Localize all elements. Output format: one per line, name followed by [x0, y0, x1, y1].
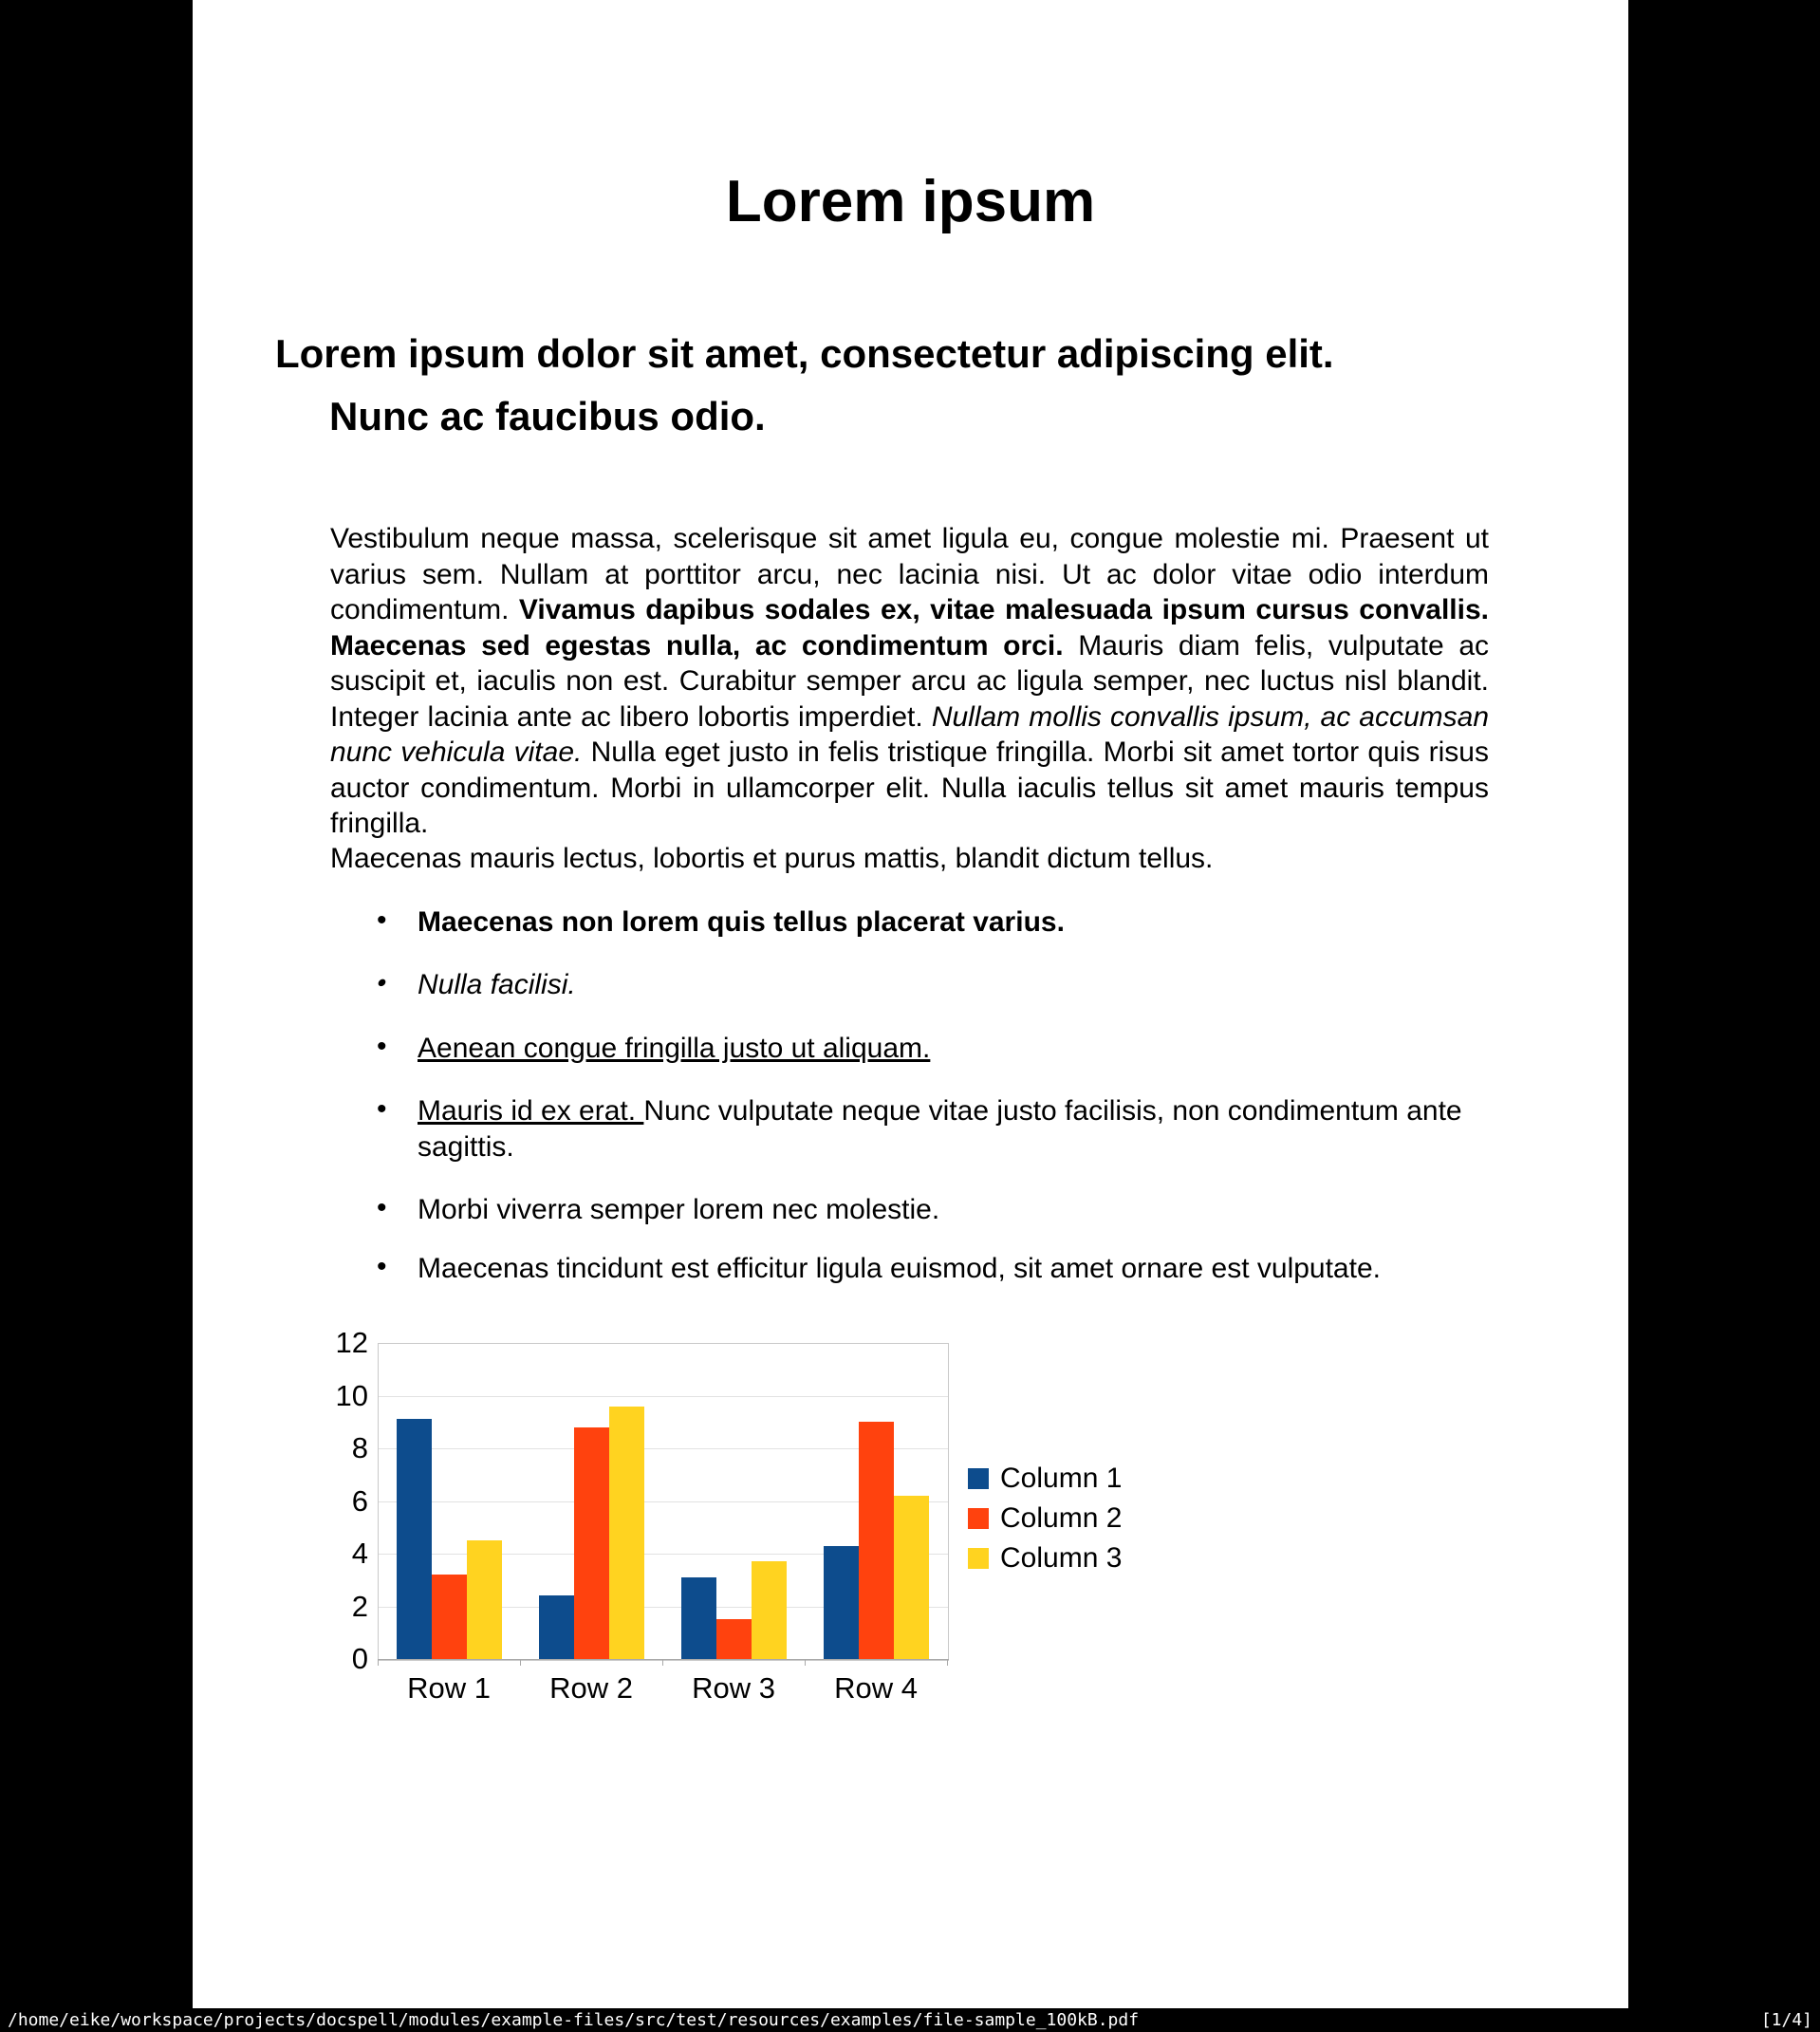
statusbar-file-path: /home/eike/workspace/projects/docspell/modules/example-files/src/test/resources/examples/file-sample_100kB.pdf — [8, 2010, 1140, 2030]
list-item — [377, 904, 1492, 941]
document-heading-line2: Nunc ac faucibus odio. — [329, 394, 766, 438]
y-axis-tick-label: 10 — [335, 1378, 368, 1412]
chart-bar — [574, 1427, 609, 1659]
chart-bar — [467, 1540, 502, 1659]
chart-bar — [432, 1575, 467, 1659]
list-item-text: Aenean congue fringilla justo ut aliquam. — [418, 1033, 931, 1064]
legend-swatch — [968, 1468, 989, 1489]
list-item-text-underlined: Mauris id ex erat. — [418, 1095, 644, 1127]
x-axis-tick — [662, 1660, 663, 1666]
y-axis-tick-label: 2 — [351, 1589, 368, 1623]
chart-gridline — [379, 1396, 948, 1397]
chart-bar — [716, 1619, 752, 1659]
bullet-marker: • — [377, 904, 387, 936]
chart-bar — [894, 1496, 929, 1659]
chart-bar — [609, 1407, 644, 1659]
paragraph-segment: Nulla eget justo in felis tristique fringilla. Morbi sit amet tortor quis risus auctor condimentum. Morbi in ullamcorper elit. Nulla iaculis tellus sit amet mauris tempus fringilla. — [330, 736, 1489, 839]
document-title: Lorem ipsum — [725, 169, 1096, 234]
list-item-text: Morbi viverra semper lorem nec molestie. — [418, 1194, 940, 1225]
chart-bar — [397, 1419, 432, 1659]
statusbar — [0, 2008, 1820, 2032]
x-axis-tick — [378, 1660, 379, 1666]
chart-bar — [859, 1422, 894, 1659]
chart-bar — [681, 1577, 716, 1659]
x-category-label: Row 1 — [407, 1671, 491, 1705]
legend-item — [968, 1504, 1177, 1533]
bullet-marker: • — [377, 1251, 387, 1282]
bullet-marker: • — [377, 1031, 387, 1062]
list-item-text-rest: Nunc vulputate neque vitae justo facilisis, non condimentum ante sagittis. — [418, 1095, 1462, 1163]
list-item — [373, 967, 1492, 1003]
x-category-label: Row 2 — [549, 1671, 633, 1705]
bullet-marker: • — [377, 1093, 387, 1125]
y-axis-tick-label: 8 — [351, 1431, 368, 1464]
x-axis-line — [378, 1659, 949, 1660]
paragraph-segment-bold: Vivamus dapibus sodales ex, vitae malesuada ipsum cursus convallis. Maecenas sed egestas nulla, ac condimentum orci. — [330, 594, 1489, 662]
y-axis-tick-label: 12 — [335, 1326, 368, 1359]
list-item — [377, 1192, 1492, 1228]
bullet-marker: • — [373, 968, 390, 997]
statusbar-page-indicator: [1/4] — [1760, 2010, 1812, 2030]
document-heading-line1: Lorem ipsum dolor sit amet, consectetur adipiscing elit. — [275, 331, 1334, 376]
legend-label: Column 1 — [1000, 1463, 1123, 1494]
legend-label: Column 3 — [1000, 1542, 1123, 1574]
y-axis-tick-label: 0 — [351, 1642, 368, 1675]
chart-bar — [539, 1595, 574, 1659]
x-axis-tick — [947, 1660, 948, 1666]
bullet-marker: • — [377, 1192, 387, 1223]
x-axis-tick — [805, 1660, 806, 1666]
y-axis-tick-label: 4 — [351, 1537, 368, 1570]
chart-bar — [824, 1546, 859, 1659]
chart — [193, 1319, 1628, 1727]
body-paragraph — [330, 521, 1489, 842]
paragraph-segment-italic: Nullam mollis convallis ipsum, ac accumsan nunc vehicula vitae. — [330, 700, 1489, 768]
list-item — [377, 1031, 1492, 1067]
x-axis-tick — [520, 1660, 521, 1666]
list-item — [377, 1093, 1492, 1165]
y-axis-tick-label: 6 — [351, 1483, 368, 1518]
legend-label: Column 2 — [1000, 1502, 1123, 1534]
legend-swatch — [968, 1548, 989, 1569]
legend-item — [968, 1464, 1177, 1493]
pdf-page[interactable] — [193, 0, 1628, 2008]
chart-bar — [752, 1561, 787, 1659]
legend-item — [968, 1544, 1177, 1573]
list-intro-line: Maecenas mauris lectus, lobortis et purus mattis, blandit dictum tellus. — [330, 843, 1214, 874]
list-item-text: Maecenas tincidunt est efficitur ligula euismod, sit amet ornare est vulputate. — [418, 1253, 1381, 1284]
list-item-text — [418, 1093, 1488, 1165]
paragraph-segment: Vestibulum neque massa, scelerisque sit amet ligula eu, congue molestie mi. Praesent ut varius sem. Nullam at porttitor arcu, nec lacinia nisi. Ut ac dolor vitae odio interdum condimentum. — [330, 523, 1489, 625]
list-item-text: Nulla facilisi. — [418, 969, 576, 1000]
x-category-label: Row 4 — [834, 1671, 918, 1705]
paragraph-segment: Mauris diam felis, vulputate ac suscipit et, iaculis non est. Curabitur semper arcu ac ligula semper, nec luctus nisl blandit. Integer lacinia ante ac libero lobortis imperdiet. — [330, 629, 1489, 733]
list-item — [377, 1251, 1492, 1287]
list-item-text: Maecenas non lorem quis tellus placerat varius. — [418, 906, 1065, 938]
x-category-label: Row 3 — [692, 1671, 775, 1705]
legend-swatch — [968, 1508, 989, 1529]
